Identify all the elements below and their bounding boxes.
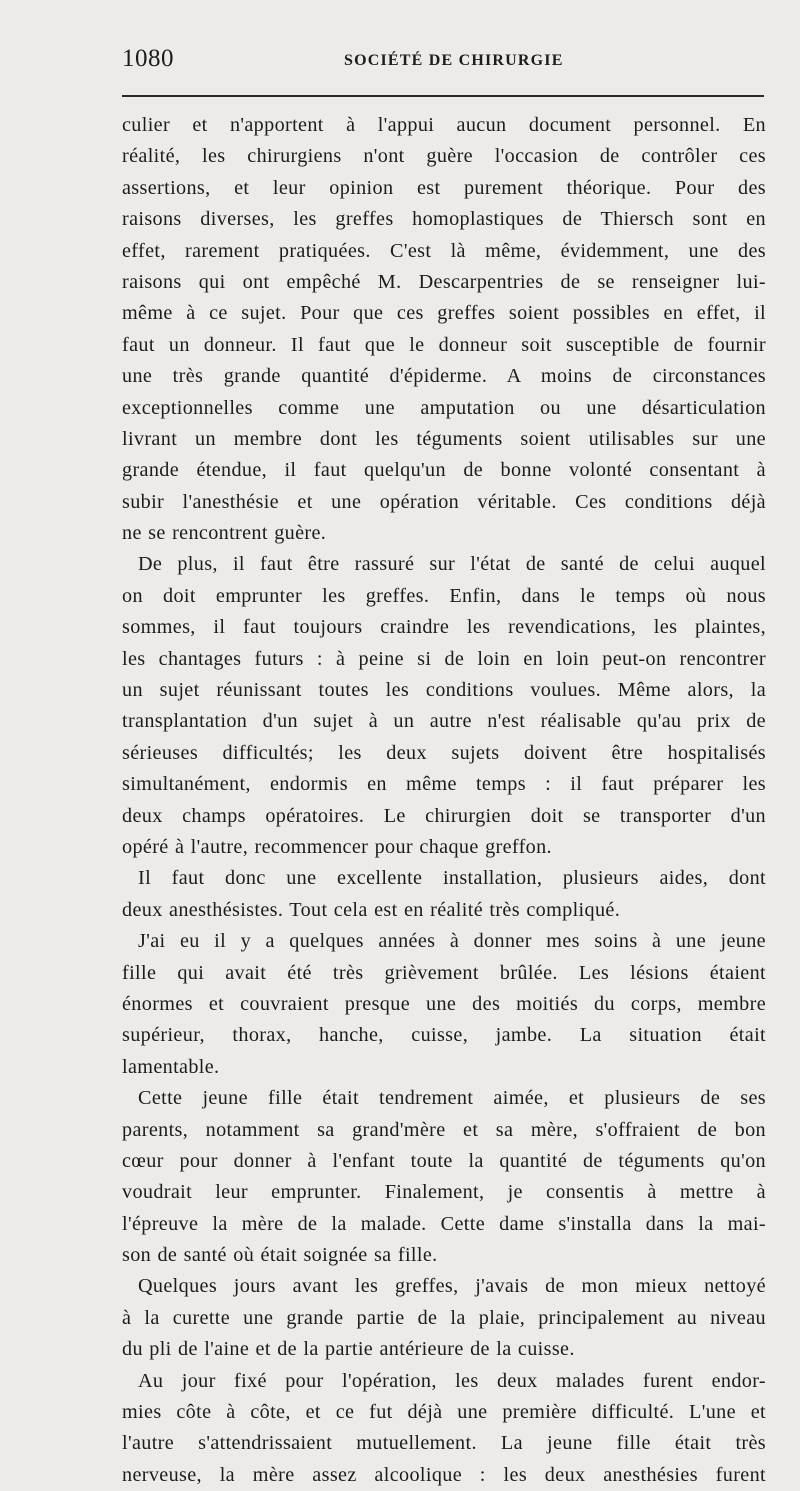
text-line: fille qui avait été très grièvement brûlée. Les lésions étaient xyxy=(122,961,766,984)
text-line: l'autre s'attendrissaient mutuellement. La jeune fille était très xyxy=(122,1432,766,1455)
text-line: on doit emprunter les greffes. Enfin, dans le temps où nous xyxy=(122,584,766,607)
text-line: Quelques jours avant les greffes, j'avais de mon mieux nettoyé xyxy=(138,1275,766,1298)
text-line: l'épreuve la mère de la malade. Cette dame s'installa dans la mai- xyxy=(122,1212,766,1235)
text-line: même à ce sujet. Pour que ces greffes soient possibles en effet, il xyxy=(122,302,766,325)
text-line: supérieur, thorax, hanche, cuisse, jambe. La situation était xyxy=(122,1024,766,1047)
text-line: J'ai eu il y a quelques années à donner mes soins à une jeune xyxy=(138,930,766,953)
text-line: faut un donneur. Il faut que le donneur soit susceptible de fournir xyxy=(122,333,766,356)
text-line: Cette jeune fille était tendrement aimée, et plusieurs de ses xyxy=(138,1087,766,1110)
text-line: livrant un membre dont les téguments soient utilisables sur une xyxy=(122,427,766,450)
running-head xyxy=(122,44,762,84)
text-line: transplantation d'un sujet à un autre n'est réalisable qu'au prix de xyxy=(122,710,766,733)
text-line: parents, notamment sa grand'mère et sa mère, s'offraient de bon xyxy=(122,1118,766,1141)
text-line: sommes, il faut toujours craindre les revendications, les plaintes, xyxy=(122,616,766,639)
text-line: De plus, il faut être rassuré sur l'état de santé de celui auquel xyxy=(138,553,766,576)
text-line: raisons diverses, les greffes homoplastiques de Thiersch sont en xyxy=(122,208,766,231)
text-line: énormes et couvraient presque une des moitiés du corps, membre xyxy=(122,992,766,1015)
text-line: assertions, et leur opinion est purement théorique. Pour des xyxy=(122,176,766,199)
page-number: 1080 xyxy=(122,45,174,72)
text-line: Il faut donc une excellente installation, plusieurs aides, dont xyxy=(138,867,766,890)
text-line: subir l'anesthésie et une opération véritable. Ces conditions déjà xyxy=(122,490,766,513)
text-line: du pli de l'aine et de la partie antérieure de la cuisse. xyxy=(122,1338,575,1361)
text-line: simultanément, endormis en même temps : il faut préparer les xyxy=(122,773,766,796)
text-line: une très grande quantité d'épiderme. A moins de circonstances xyxy=(122,365,766,388)
text-line: culier et n'apportent à l'appui aucun document personnel. En xyxy=(122,114,766,136)
text-line: lamentable. xyxy=(122,1055,220,1078)
text-line: opéré à l'autre, recommencer pour chaque greffon. xyxy=(122,835,552,858)
text-line: raisons qui ont empêché M. Descarpentries de se renseigner lui- xyxy=(122,270,766,293)
text-line: exceptionnelles comme une amputation ou une désarticulation xyxy=(122,396,766,419)
text-line: deux anesthésistes. Tout cela est en réalité très compliqué. xyxy=(122,898,621,921)
text-line: grande étendue, il faut quelqu'un de bonne volonté consentant à xyxy=(122,459,766,482)
text-line: cœur pour donner à l'enfant toute la quantité de téguments qu'on xyxy=(122,1149,766,1172)
text-line: un sujet réunissant toutes les conditions voulues. Même alors, la xyxy=(122,679,766,702)
text-line: à la curette une grande partie de la plaie, principalement au niveau xyxy=(122,1306,766,1329)
text-line: effet, rarement pratiquées. C'est là même, évidemment, une des xyxy=(122,239,766,262)
text-line: nerveuse, la mère assez alcoolique : les deux anesthésies furent xyxy=(122,1463,766,1486)
header-rule xyxy=(122,95,764,97)
text-line: réalité, les chirurgiens n'ont guère l'occasion de contrôler ces xyxy=(122,145,766,168)
text-line: mies côte à côte, et ce fut déjà une première difficulté. L'une et xyxy=(122,1401,766,1424)
text-line: les chantages futurs : à peine si de loin en loin peut-on rencontrer xyxy=(122,647,766,670)
text-line: voudrait leur emprunter. Finalement, je consentis à mettre à xyxy=(122,1181,766,1204)
text-line: sérieuses difficultés; les deux sujets doivent être hospitalisés xyxy=(122,741,766,764)
body-text xyxy=(122,110,766,1491)
text-line: deux champs opératoires. Le chirurgien doit se transporter d'un xyxy=(122,804,766,827)
text-line: son de santé où était soignée sa fille. xyxy=(122,1244,438,1267)
journal-title: SOCIÉTÉ DE CHIRURGIE xyxy=(344,52,564,69)
text-line: ne se rencontrent guère. xyxy=(122,522,327,545)
text-line: Au jour fixé pour l'opération, les deux malades furent endor- xyxy=(138,1369,766,1392)
